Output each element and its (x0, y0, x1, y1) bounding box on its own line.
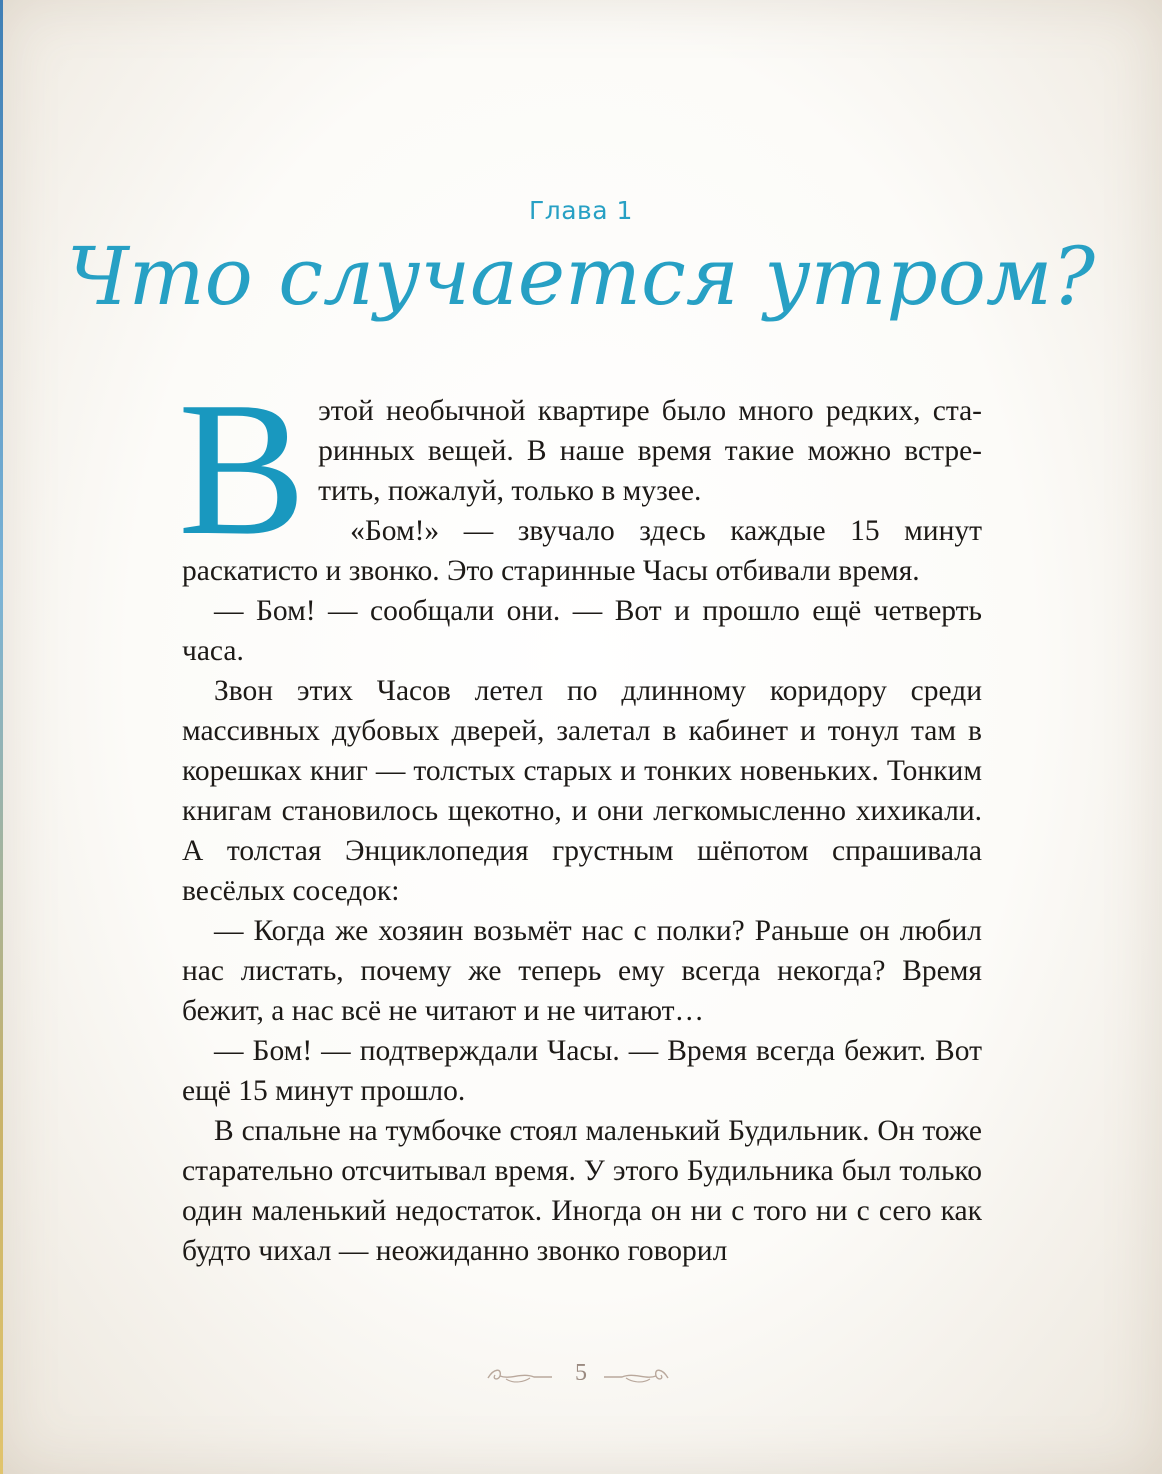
chapter-title: Что случается утром? (66, 230, 1096, 323)
body-text (178, 362, 982, 1271)
paragraph-3: — Бом! — сообщали они. — Вот и прошло ещё четверть часа. (182, 595, 982, 667)
chapter-label: Глава 1 (529, 196, 633, 225)
paragraph-6: — Бом! — подтверждали Часы. — Время всегда бежит. Вот ещё 15 минут прошло. (182, 1035, 982, 1107)
flourish-right-icon (600, 1366, 670, 1386)
page-number: 5 (575, 1360, 587, 1386)
paragraph-5: — Когда же хозяин возьмёт нас с полки? Раньше он любил нас листать, почему же теперь ему всегда некогда? Время бежит, а нас всё не читают и не читают… (182, 915, 982, 1027)
paragraph-2: «Бом!» — звучало здесь каждые 15 минут раскатисто и звонко. Это старинные Часы отбивали время. (182, 515, 982, 587)
flourish-left-icon (486, 1366, 556, 1386)
paragraph-4: Звон этих Часов летел по длинному коридору среди массивных дубовых дверей, залетал в кабинет и тонул там в корешках книг — толстых старых и тонких новеньких. Тонким книгам становилось щекотно, и они легкомысленно хихикали. А толстая Энциклопедия грустным шёпотом спрашивала весёлых соседок: (182, 675, 982, 907)
paragraph-7: В спальне на тумбочке стоял маленький Будильник. Он тоже старательно отсчитывал время. У этого Будильника был только один маленький недостаток. Иногда он ни с того ни с сего как будто чихал — неожиданно звонко говорил (182, 1115, 982, 1267)
page-footer (0, 1360, 1162, 1390)
paragraph-1-text: этой необычной квартире было много редких, старинных вещей. В наше время такие можно встретить, пожалуй, только в музее. (318, 395, 982, 507)
drop-cap: В (178, 362, 307, 575)
